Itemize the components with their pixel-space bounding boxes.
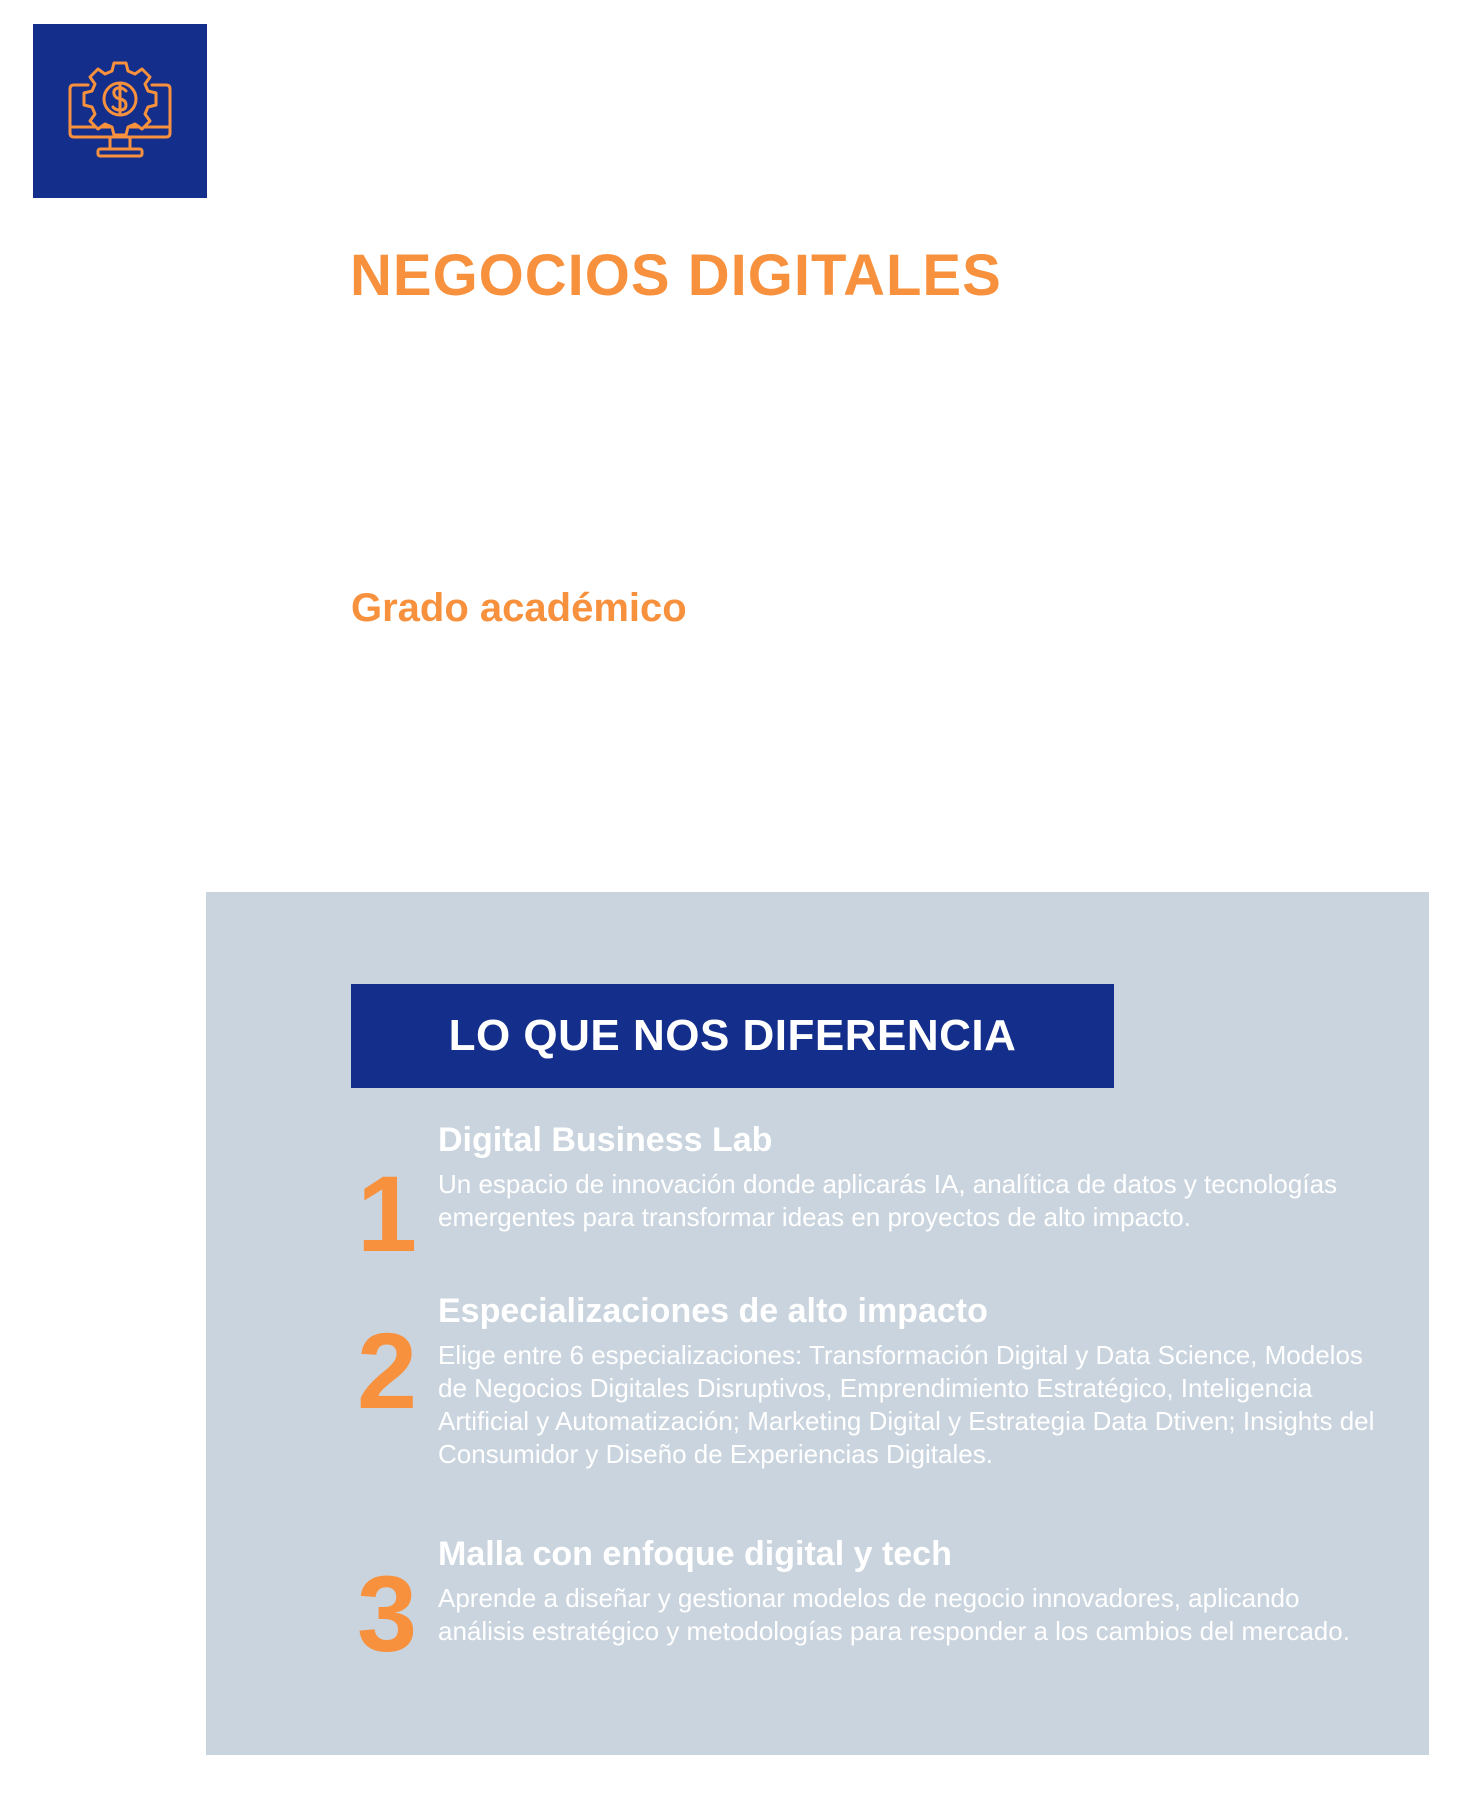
feature-body xyxy=(438,1289,1378,1471)
program-logo xyxy=(33,24,207,198)
page-title: NEGOCIOS DIGITALES xyxy=(350,243,1002,308)
feature-number: 3 xyxy=(356,1553,418,1674)
feature-description: Aprende a diseñar y gestionar modelos de negocio innovadores, aplicando análisis estratégico y metodologías para responder a los cambios del mercado. xyxy=(438,1583,1350,1646)
differentiators-panel xyxy=(206,892,1429,1755)
feature-title: Malla con enfoque digital y tech xyxy=(438,1535,952,1573)
feature-description: Un espacio de innovación donde aplicarás IA, analítica de datos y tecnologías emergentes para transformar ideas en proyectos de alto impacto. xyxy=(438,1169,1338,1232)
feature-title: Especializaciones de alto impacto xyxy=(438,1292,988,1330)
differentiators-banner xyxy=(351,984,1114,1088)
feature-title: Digital Business Lab xyxy=(438,1121,773,1159)
feature-number: 1 xyxy=(356,1153,418,1274)
feature-description: Elige entre 6 especializaciones: Transformación Digital y Data Science, Modelos de Negocios Digitales Disruptivos, Emprendimiento Estratégico, Inteligencia Artificial y Automatización; Marketing Digital y Estrategia Data Dtiven; Insights del Consumidor y Diseño de Experiencias Digitales. xyxy=(438,1340,1375,1469)
degree-label: Grado académico xyxy=(351,586,687,630)
differentiators-heading: LO QUE NOS DIFERENCIA xyxy=(448,1011,1017,1060)
feature-number: 2 xyxy=(356,1310,418,1431)
feature-body xyxy=(438,1532,1378,1648)
feature-body xyxy=(438,1118,1378,1234)
monitor-dollar-gear-icon xyxy=(60,51,180,171)
